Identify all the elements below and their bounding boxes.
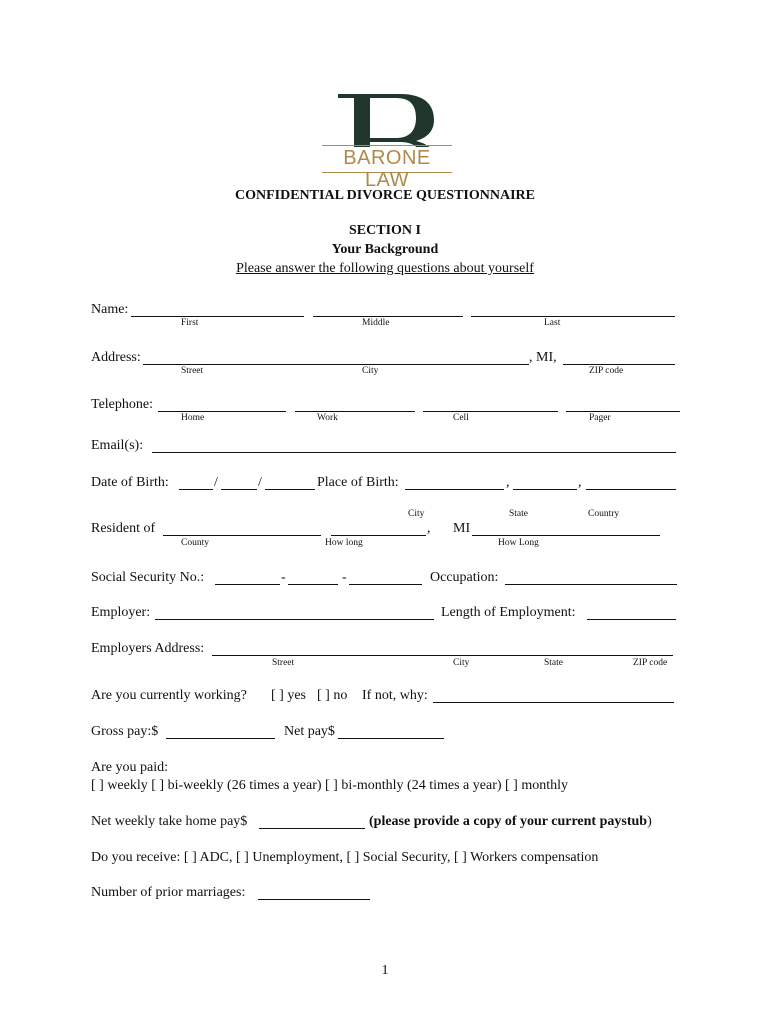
occupation-line[interactable] [505, 584, 677, 585]
logo-top-rule [322, 145, 452, 146]
pob-city-sublabel: City [408, 509, 425, 519]
ssn-part2-line[interactable] [288, 584, 338, 585]
how-long-sublabel: How long [325, 538, 363, 548]
address-street-city-line[interactable] [143, 364, 529, 365]
paid-label: Are you paid: [91, 760, 168, 775]
resident-county-how-long-line[interactable] [331, 535, 426, 536]
email-label: Email(s): [91, 438, 144, 453]
middle-name-line[interactable] [313, 316, 463, 317]
emp-zip-sublabel: ZIP code [633, 658, 668, 668]
last-sublabel: Last [544, 318, 561, 328]
ssn-dash-1: - [281, 570, 286, 585]
zip-sublabel: ZIP code [589, 366, 624, 376]
pob-comma-2: , [578, 475, 582, 490]
resident-comma: , [427, 521, 431, 536]
cell-sublabel: Cell [453, 413, 469, 423]
working-label: Are you currently working? [91, 688, 247, 703]
ssn-part1-line[interactable] [215, 584, 280, 585]
dob-year-line[interactable] [265, 489, 315, 490]
occupation-label: Occupation: [430, 570, 499, 585]
pob-state-sublabel: State [509, 509, 528, 519]
net-weekly-line[interactable] [259, 828, 365, 829]
pob-label: Place of Birth: [317, 475, 399, 490]
resident-mi-how-long-line[interactable] [472, 535, 660, 536]
ssn-dash-2: - [342, 570, 347, 585]
pob-country-sublabel: Country [588, 509, 620, 519]
employers-address-line[interactable] [212, 655, 673, 656]
pager-line[interactable] [566, 411, 680, 412]
length-of-employment-line[interactable] [587, 619, 676, 620]
prior-marriages-label: Number of prior marriages: [91, 885, 246, 900]
name-label: Name: [91, 302, 129, 317]
address-label: Address: [91, 350, 141, 365]
employer-label: Employer: [91, 605, 151, 620]
firm-name: BARONE LAW [322, 147, 452, 191]
home-sublabel: Home [181, 413, 205, 423]
last-name-line[interactable] [471, 316, 675, 317]
resident-county-line[interactable] [163, 535, 321, 536]
street-sublabel: Street [181, 366, 204, 376]
prior-marriages-line[interactable] [258, 899, 370, 900]
pager-sublabel: Pager [589, 413, 611, 423]
dob-label: Date of Birth: [91, 475, 169, 490]
paystub-note-text: (please provide a copy of your current paystub [369, 814, 648, 829]
dob-sep-2: / [258, 475, 262, 490]
net-pay-line[interactable] [338, 738, 444, 739]
address-mi: , MI, [529, 350, 557, 365]
work-phone-line[interactable] [295, 411, 415, 412]
middle-sublabel: Middle [362, 318, 390, 328]
resident-mi: MI [453, 521, 471, 536]
city-sublabel: City [362, 366, 379, 376]
how-long-mi-sublabel: How Long [498, 538, 539, 548]
county-sublabel: County [181, 538, 209, 548]
pob-city-line[interactable] [405, 489, 504, 490]
why-label: If not, why: [362, 688, 428, 703]
working-yes-checkbox[interactable]: [ ] yes [271, 688, 306, 703]
paystub-note [369, 814, 652, 830]
logo-bottom-rule [322, 172, 452, 173]
dob-month-line[interactable] [179, 489, 213, 490]
cell-phone-line[interactable] [423, 411, 558, 412]
working-no-checkbox[interactable]: [ ] no [317, 688, 348, 703]
emp-state-sublabel: State [544, 658, 563, 668]
pob-comma-1: , [506, 475, 510, 490]
first-sublabel: First [181, 318, 199, 328]
email-line[interactable] [152, 452, 676, 453]
pob-state-line[interactable] [513, 489, 577, 490]
ssn-label: Social Security No.: [91, 570, 205, 585]
emp-street-sublabel: Street [272, 658, 295, 668]
address-zip-line[interactable] [563, 364, 675, 365]
telephone-label: Telephone: [91, 397, 153, 412]
benefits-checkboxes[interactable]: Do you receive: [ ] ADC, [ ] Unemployment, [ ] Social Security, [ ] Workers compensation [91, 850, 599, 865]
gross-pay-label: Gross pay:$ [91, 724, 159, 739]
employers-address-label: Employers Address: [91, 641, 205, 656]
paystub-note-close: ) [647, 814, 652, 829]
home-phone-line[interactable] [158, 411, 286, 412]
dob-sep-1: / [214, 475, 218, 490]
length-of-employment-label: Length of Employment: [441, 605, 576, 620]
resident-label: Resident of [91, 521, 156, 536]
why-line[interactable] [433, 702, 674, 703]
pob-country-line[interactable] [586, 489, 676, 490]
section-instruction: Please answer the following questions about yourself [236, 261, 534, 276]
gross-pay-line[interactable] [166, 738, 275, 739]
net-pay-label: Net pay$ [284, 724, 335, 739]
net-weekly-label: Net weekly take home pay$ [91, 814, 248, 829]
emp-city-sublabel: City [453, 658, 470, 668]
dob-day-line[interactable] [221, 489, 257, 490]
document-title: CONFIDENTIAL DIVORCE QUESTIONNAIRE [235, 188, 535, 203]
section-name: Your Background [331, 242, 439, 257]
section-number: SECTION I [349, 223, 421, 238]
ssn-part3-line[interactable] [349, 584, 422, 585]
employer-line[interactable] [155, 619, 434, 620]
first-name-line[interactable] [131, 316, 304, 317]
paid-frequency-options[interactable]: [ ] weekly [ ] bi-weekly (26 times a year) [ ] bi-monthly (24 times a year) [ ] monthly [91, 778, 569, 793]
page-number: 1 [381, 963, 389, 978]
work-sublabel: Work [317, 413, 338, 423]
